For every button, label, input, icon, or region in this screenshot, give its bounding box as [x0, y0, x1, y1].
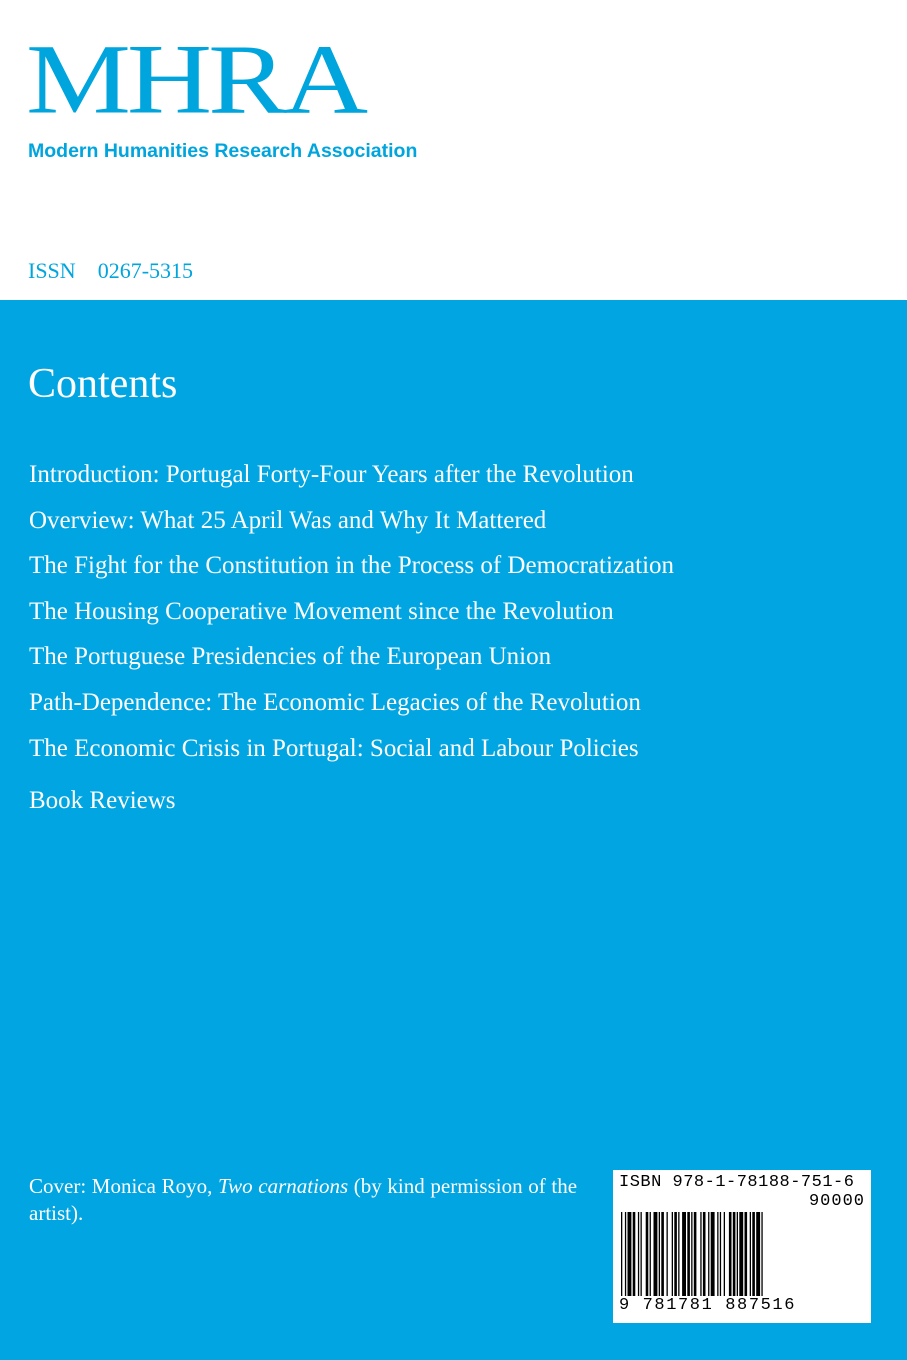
- contents-item: Overview: What 25 April Was and Why It Mattered: [29, 506, 547, 534]
- issn-label: ISSN: [28, 258, 76, 283]
- credit-suffix: (by kind permission of the artist).: [29, 1174, 578, 1225]
- credit-prefix: Cover: Monica Royo,: [29, 1174, 219, 1198]
- barcode-isbn-text: ISBN 978-1-78188-751-6: [619, 1173, 855, 1192]
- isbn-barcode: [613, 1170, 871, 1323]
- mhra-logo: MHRA: [26, 24, 365, 135]
- barcode-bars: [619, 1212, 865, 1296]
- contents-item: Path-Dependence: The Economic Legacies of the Revolution: [29, 688, 641, 716]
- contents-panel: [0, 300, 907, 1360]
- contents-item: The Housing Cooperative Movement since the Revolution: [29, 597, 614, 625]
- contents-list: [29, 452, 674, 771]
- contents-item: Introduction: Portugal Forty-Four Years after the Revolution: [29, 461, 634, 488]
- issn-number: 0267-5315: [97, 258, 194, 283]
- association-name: Modern Humanities Research Association: [28, 140, 418, 162]
- credit-artwork-title: Two carnations: [218, 1174, 349, 1198]
- barcode-price-code: 90000: [808, 1192, 865, 1211]
- barcode-digits: 9 781781 887516: [619, 1296, 797, 1315]
- contents-item: The Economic Crisis in Portugal: Social and Labour Policies: [29, 734, 639, 762]
- cover-credit: [29, 1173, 577, 1227]
- contents-heading: Contents: [28, 361, 178, 407]
- issn-line: [28, 258, 193, 284]
- header-area: [0, 0, 907, 300]
- contents-item: The Fight for the Constitution in the Process of Democratization: [29, 552, 675, 580]
- book-reviews: Book Reviews: [29, 787, 176, 814]
- contents-item: The Portuguese Presidencies of the European Union: [29, 643, 552, 671]
